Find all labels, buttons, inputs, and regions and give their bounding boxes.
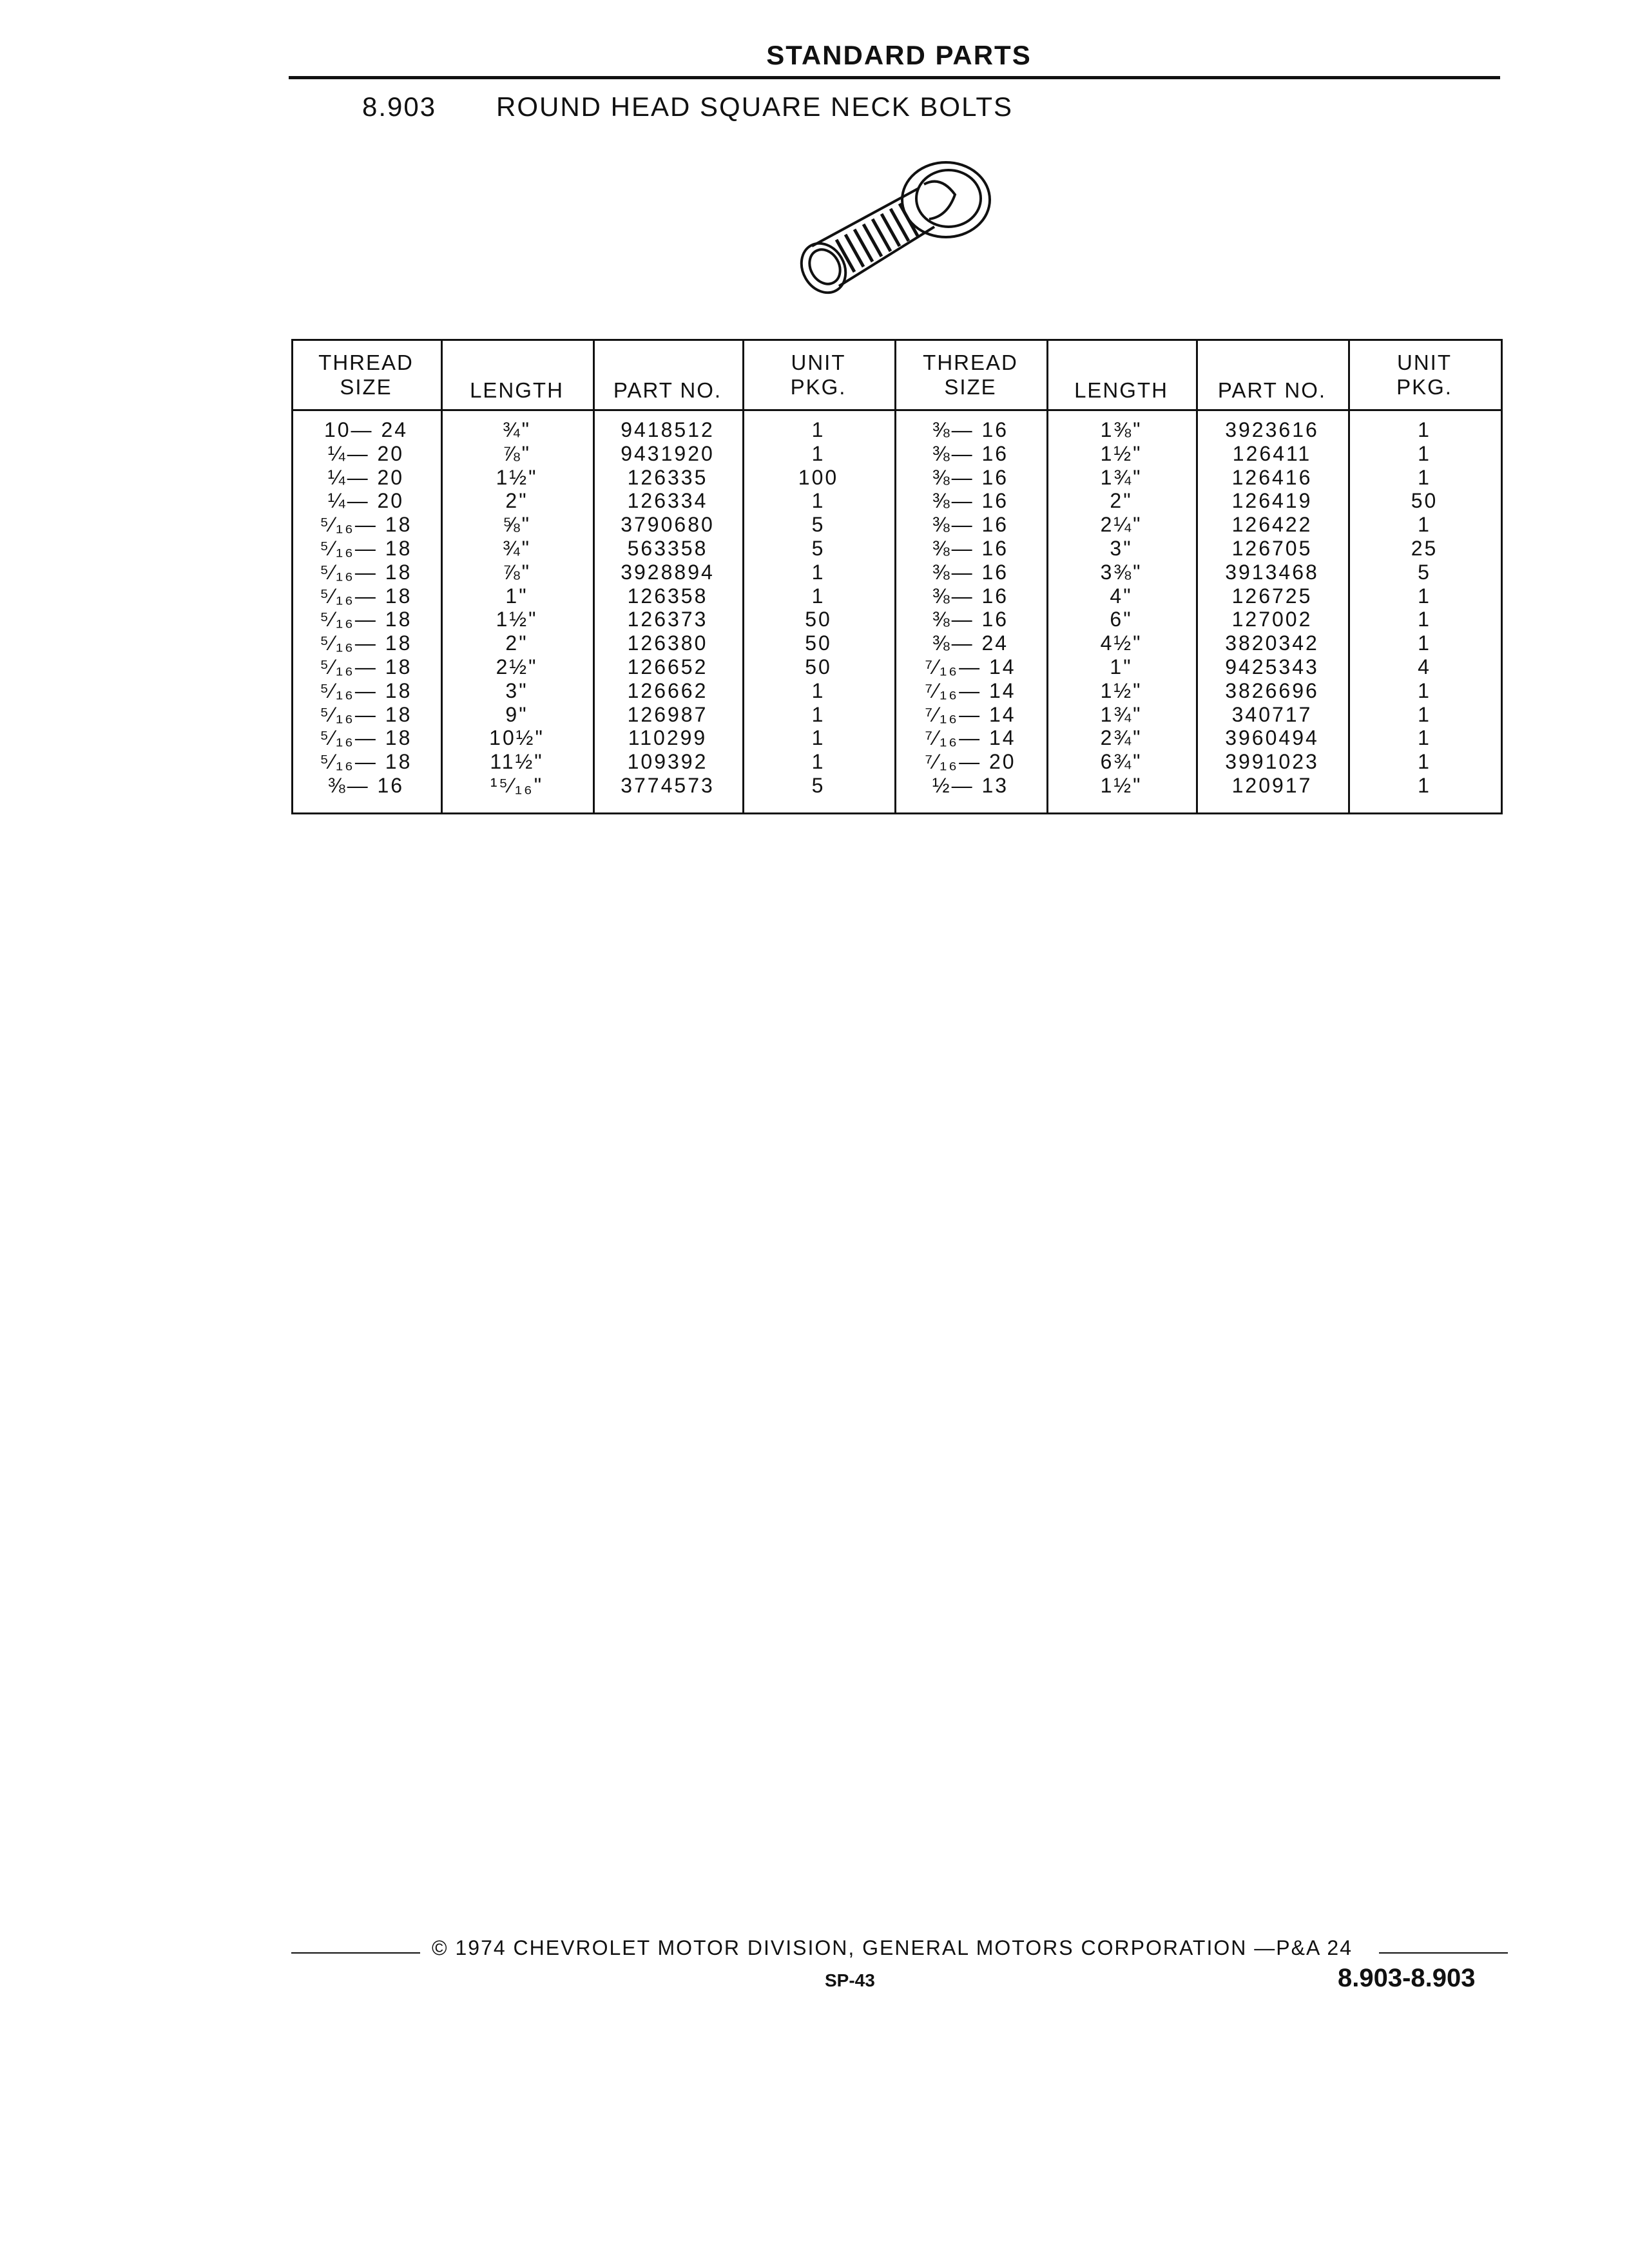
table-cell: ⁷⁄₁₆— 14	[925, 655, 1016, 678]
table-cell: 126380	[627, 631, 708, 655]
table-cell: 1	[1418, 678, 1431, 702]
table-cell: ⅜— 16	[932, 584, 1009, 608]
table-cell: ⁵⁄₁₆— 18	[320, 655, 412, 678]
table-cell: ⅞"	[502, 560, 532, 584]
table-cell: 10½"	[489, 726, 545, 750]
table-cell: 1	[811, 489, 825, 513]
table-cell: 100	[798, 465, 839, 489]
header-thread-size-left: THREAD SIZE	[318, 351, 414, 399]
table-cell: ⅜— 16	[932, 441, 1009, 465]
table-cell: 1	[1418, 418, 1431, 441]
table-cell: 1	[811, 702, 825, 726]
table-cell: 1¾"	[1100, 465, 1142, 489]
table-cell: ⅜— 16	[932, 560, 1009, 584]
table-cell: 2"	[1110, 489, 1133, 513]
table-cell: 1	[811, 441, 825, 465]
table-cell: 2¾"	[1100, 726, 1142, 750]
table-cell: 3"	[1110, 536, 1133, 560]
table-cell: ⁵⁄₁₆— 18	[320, 584, 412, 608]
table-cell: ⅝"	[502, 513, 532, 537]
header-thread-size-right: THREAD SIZE	[923, 351, 1018, 399]
table-cell: ⅞"	[502, 441, 532, 465]
table-cell: 1	[1418, 584, 1431, 608]
table-cell: 25	[1411, 536, 1438, 560]
table-cell: ¼— 20	[327, 489, 405, 513]
page-code: SP-43	[825, 1970, 875, 1990]
table-cell: 126652	[627, 655, 708, 678]
table-cell: ⅜— 16	[327, 773, 405, 797]
table-cell: 5	[1418, 560, 1431, 584]
table-cell: 1	[1418, 513, 1431, 537]
header-length-right: LENGTH	[1074, 378, 1168, 402]
column-unit-pkg-left	[742, 418, 894, 798]
section-number: 8.903	[362, 91, 437, 122]
table-cell: 2"	[505, 489, 528, 513]
table-cell: 50	[1411, 489, 1438, 513]
table-cell: 126419	[1231, 489, 1313, 513]
table-cell: 3⅜"	[1100, 560, 1142, 584]
table-cell: 126705	[1231, 536, 1313, 560]
table-cell: 1	[811, 584, 825, 608]
table-cell: 126358	[627, 584, 708, 608]
table-cell: 9431920	[621, 441, 715, 465]
table-cell: 2"	[505, 631, 528, 655]
table-cell: 6"	[1110, 608, 1133, 631]
table-cell: 3913468	[1225, 560, 1319, 584]
table-cell: 126373	[627, 608, 708, 631]
header-unit-pkg-right: UNIT PKG.	[1396, 351, 1452, 399]
table-cell: ⅜— 24	[932, 631, 1009, 655]
column-unit-pkg-right	[1348, 418, 1501, 798]
table-cell: ⅜— 16	[932, 513, 1009, 537]
table-cell: ⁵⁄₁₆— 18	[320, 678, 412, 702]
table-cell: 5	[811, 513, 825, 537]
table-cell: 50	[805, 608, 832, 631]
table-cell: 1	[811, 678, 825, 702]
table-cell: 120917	[1231, 773, 1313, 797]
table-cell: 1	[811, 750, 825, 774]
header-unit-pkg-left: UNIT PKG.	[790, 351, 847, 399]
table-cell: 11½"	[490, 750, 544, 774]
table-cell: 3"	[505, 678, 528, 702]
header-part-no-left: PART NO.	[613, 378, 722, 402]
table-cell: 4	[1418, 655, 1431, 678]
table-cell: 126662	[627, 678, 708, 702]
table-cell: 1	[1418, 441, 1431, 465]
table-cell: 563358	[627, 536, 708, 560]
table-cell: ⅜— 16	[932, 465, 1009, 489]
column-thread-size-right	[894, 418, 1046, 798]
table-cell: 1	[1418, 608, 1431, 631]
table-cell: 110299	[628, 726, 708, 750]
table-cell: 1½"	[1100, 678, 1142, 702]
table-cell: 3991023	[1225, 750, 1319, 774]
table-cell: 127002	[1231, 608, 1313, 631]
table-cell: 126416	[1231, 465, 1313, 489]
column-length-left	[441, 418, 593, 798]
table-cell: 1½"	[1100, 441, 1142, 465]
table-cell: ⁷⁄₁₆— 20	[925, 750, 1016, 774]
table-cell: 1	[811, 418, 825, 441]
table-cell: ¼— 20	[327, 465, 405, 489]
table-cell: 126422	[1231, 513, 1313, 537]
table-cell: 1	[1418, 702, 1431, 726]
table-cell: 1"	[1110, 655, 1133, 678]
table-cell: ⁷⁄₁₆— 14	[925, 726, 1016, 750]
table-cell: ⁷⁄₁₆— 14	[925, 702, 1016, 726]
table-cell: 1	[1418, 773, 1431, 797]
table-cell: 4"	[1110, 584, 1133, 608]
table-cell: 126411	[1232, 441, 1312, 465]
table-cell: 5	[811, 536, 825, 560]
table-cell: 1	[1418, 726, 1431, 750]
table-cell: 1	[1418, 465, 1431, 489]
section-range: 8.903-8.903	[1338, 1964, 1476, 1992]
table-cell: ½— 13	[932, 773, 1009, 797]
table-cell: 1½"	[1100, 773, 1142, 797]
table-cell: ⁷⁄₁₆— 14	[925, 678, 1016, 702]
table-cell: 3790680	[621, 513, 715, 537]
table-cell: 9425343	[1225, 655, 1319, 678]
table-cell: 2¼"	[1100, 513, 1142, 537]
table-cell: 10— 24	[323, 418, 409, 441]
table-cell: 1"	[505, 584, 528, 608]
table-cell: 126335	[627, 465, 708, 489]
table-cell: 126725	[1231, 584, 1313, 608]
table-cell: 3826696	[1225, 678, 1319, 702]
table-cell: ⅜— 16	[932, 418, 1009, 441]
table-cell: 3774573	[621, 773, 715, 797]
table-cell: 1⅜"	[1100, 418, 1142, 441]
table-cell: 6¾"	[1100, 750, 1142, 774]
table-cell: 9418512	[621, 418, 715, 441]
header-part-no-right: PART NO.	[1217, 378, 1327, 402]
table-cell: 340717	[1231, 702, 1313, 726]
header-length-left: LENGTH	[470, 378, 564, 402]
table-cell: ⅜— 16	[932, 608, 1009, 631]
section-title: ROUND HEAD SQUARE NECK BOLTS	[496, 91, 1014, 122]
table-cell: ¼— 20	[327, 441, 405, 465]
bolt-illustration	[786, 149, 1018, 311]
footer-rule-right	[1379, 1952, 1508, 1954]
table-cell: 109392	[627, 750, 708, 774]
table-cell: ⁵⁄₁₆— 18	[320, 631, 412, 655]
column-part-no-left	[593, 418, 742, 798]
table-cell: ⁵⁄₁₆— 18	[320, 513, 412, 537]
column-length-right	[1046, 418, 1196, 798]
footer-rule-left	[291, 1952, 420, 1954]
table-cell: 1½"	[496, 608, 538, 631]
table-cell: 1	[1418, 631, 1431, 655]
table-cell: 1½"	[496, 465, 538, 489]
table-cell: ⁵⁄₁₆— 18	[320, 536, 412, 560]
copyright-notice: © 1974 CHEVROLET MOTOR DIVISION, GENERAL MOTORS CORPORATION —P&A 24	[432, 1936, 1353, 1959]
table-cell: 50	[805, 655, 832, 678]
table-cell: 1	[1418, 750, 1431, 774]
table-cell: ⁵⁄₁₆— 18	[320, 750, 412, 774]
table-cell: 1	[811, 726, 825, 750]
table-cell: ¾"	[502, 418, 532, 441]
table-cell: ⅜— 16	[932, 489, 1009, 513]
table-cell: ⁵⁄₁₆— 18	[320, 702, 412, 726]
table-cell: ⁵⁄₁₆— 18	[320, 726, 412, 750]
table-cell: 2½"	[496, 655, 538, 678]
table-cell: 50	[805, 631, 832, 655]
table-cell: 3923616	[1225, 418, 1319, 441]
table-cell: 5	[811, 773, 825, 797]
table-cell: ⁵⁄₁₆— 18	[320, 560, 412, 584]
table-cell: 3960494	[1225, 726, 1319, 750]
table-cell: ⅜— 16	[932, 536, 1009, 560]
table-cell: 3928894	[621, 560, 715, 584]
parts-table	[291, 339, 1503, 814]
table-cell: 4½"	[1100, 631, 1142, 655]
column-thread-size-left	[291, 418, 441, 798]
table-cell: ¾"	[502, 536, 532, 560]
table-cell: 1	[811, 560, 825, 584]
table-cell: 126987	[627, 702, 708, 726]
table-cell: ⁵⁄₁₆— 18	[320, 608, 412, 631]
table-cell: ¹⁵⁄₁₆"	[490, 773, 544, 797]
table-cell: 3820342	[1225, 631, 1319, 655]
column-part-no-right	[1196, 418, 1348, 798]
table-cell: 9"	[505, 702, 528, 726]
page-header-title: STANDARD PARTS	[766, 40, 1032, 70]
table-cell: 126334	[627, 489, 708, 513]
header-rule	[289, 76, 1500, 79]
table-cell: 1¾"	[1100, 702, 1142, 726]
